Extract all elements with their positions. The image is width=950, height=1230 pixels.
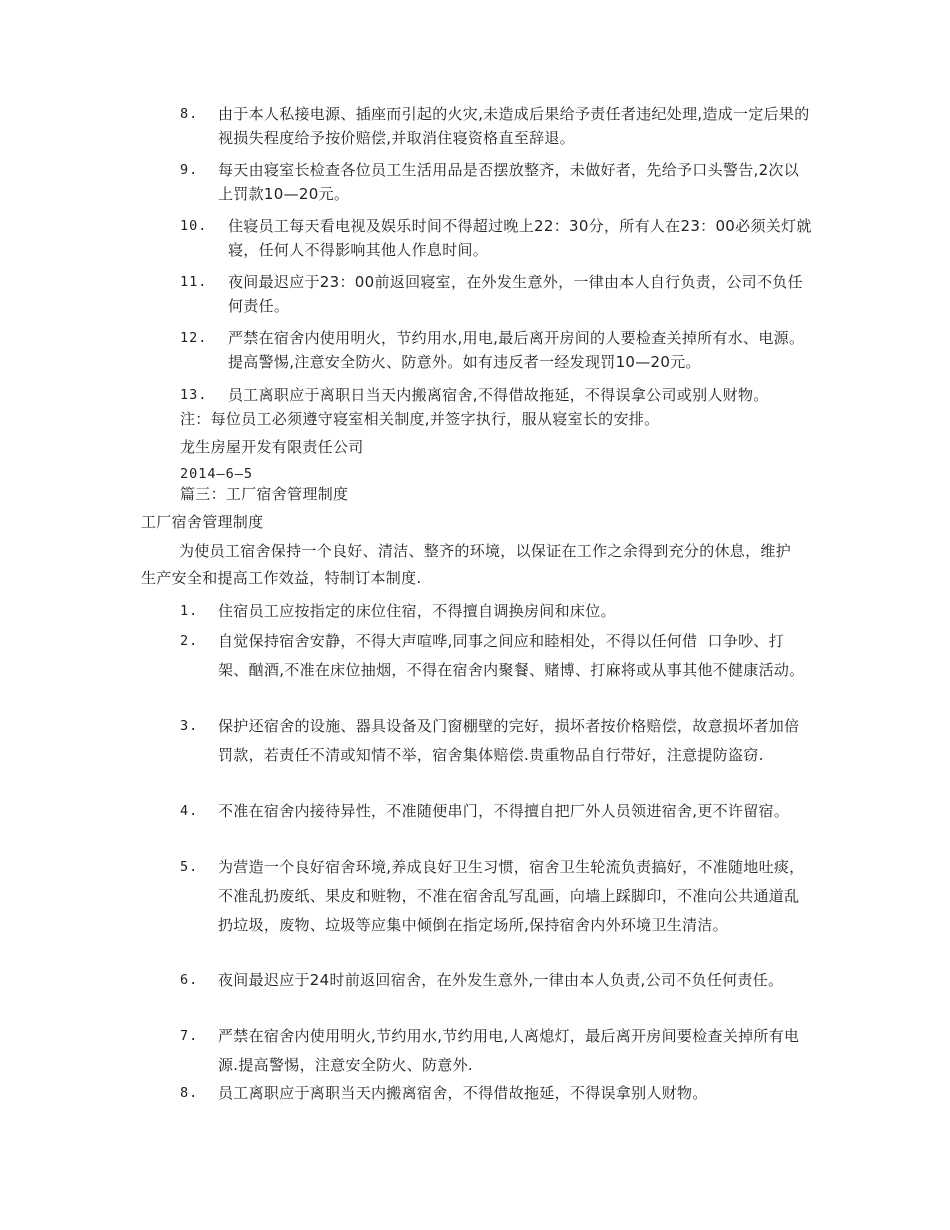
note-text: 注：每位员工必须遵守寝室相关制度,并签字执行，服从寝室长的安排。 bbox=[180, 410, 660, 428]
list-item bbox=[180, 599, 812, 623]
item-text: 严禁在宿舍内使用明火,节约用水,节约用电,人离熄灯，最后离开房间要检查关掉所有电源.提高警惕，注意安全防火、防意外. bbox=[218, 1027, 800, 1074]
list-item bbox=[180, 1022, 812, 1080]
item-number: 11. bbox=[180, 274, 208, 290]
item-text: 住寝员工每天看电视及娱乐时间不得超过晚上22：30分，所有人在23：00必须关灯就寝，任何人不得影响其他人作息时间。 bbox=[228, 217, 812, 259]
item-number: 10. bbox=[180, 218, 208, 234]
item-text: 员工离职应于离职当天内搬离宿舍，不得借故拖延，不得误拿别人财物。 bbox=[218, 1084, 708, 1102]
item-text: 员工离职应于离职日当天内搬离宿舍,不得借故拖延，不得误拿公司或别人财物。 bbox=[228, 386, 769, 404]
item-text: 严禁在宿舍内使用明火，节约用水,用电,最后离开房间的人要检查关掉所有水、电源。提高警惕,注意安全防火、防意外。如有违反者一经发现罚10—20元。 bbox=[228, 329, 805, 371]
item-number: 13. bbox=[180, 387, 208, 403]
list-item bbox=[180, 214, 812, 262]
item-text: 夜间最迟应于24时前返回宿舍，在外发生意外,一律由本人负责,公司不负任何责任。 bbox=[218, 971, 784, 989]
list-item bbox=[180, 102, 812, 150]
date-text: 2014—6—5 bbox=[180, 466, 254, 482]
item-number: 5. bbox=[180, 859, 199, 875]
item-number: 9. bbox=[180, 162, 199, 178]
item-number: 4. bbox=[180, 803, 199, 819]
list-item bbox=[180, 853, 812, 940]
item-text: 不准在宿舍内接待异性，不准随便串门，不得擅自把厂外人员领进宿舍,更不许留宿。 bbox=[218, 802, 790, 820]
item-number: 8. bbox=[180, 1085, 199, 1101]
intro-paragraph: 为使员工宿舍保持一个良好、清洁、整齐的环境，以保证在工作之余得到充分的休息，维护生产安全和提高工作效益，特制订本制度. bbox=[141, 542, 792, 587]
list-item bbox=[180, 326, 812, 374]
item-number: 2. bbox=[180, 633, 199, 649]
list-item bbox=[180, 158, 812, 206]
item-number: 8. bbox=[180, 106, 199, 122]
list-item bbox=[180, 797, 812, 826]
item-number: 12. bbox=[180, 330, 208, 346]
item-text: 住宿员工应按指定的床位住宿，不得擅自调换房间和床位。 bbox=[218, 602, 616, 620]
item-number: 7. bbox=[180, 1028, 199, 1044]
list-item bbox=[180, 627, 812, 685]
list-item bbox=[180, 712, 812, 770]
item-number: 3. bbox=[180, 718, 199, 734]
item-text: 为营造一个良好宿舍环境,养成良好卫生习惯，宿舍卫生轮流负责搞好，不准随地吐痰，不准乱扔废纸、果皮和赃物，不准在宿舍乱写乱画，向墙上踩脚印，不准向公共通道乱扔垃圾，废物、垃圾等应集中倾倒在指定场所,保持宿舍内外环境卫生清洁。 bbox=[218, 858, 805, 934]
list-item bbox=[180, 1079, 812, 1108]
item-text: 每天由寝室长检查各位员工生活用品是否摆放整齐，未做好者，先给予口头警告,2次以上罚款10—20元。 bbox=[218, 161, 800, 203]
item-text: 夜间最迟应于23：00前返回寝室，在外发生意外，一律由本人自行负责，公司不负任何责任。 bbox=[228, 273, 803, 315]
company-name: 龙生房屋开发有限责任公司 bbox=[180, 438, 364, 456]
list-item bbox=[180, 383, 820, 407]
page-title: 工厂宿舍管理制度 bbox=[141, 513, 264, 531]
item-number: 1. bbox=[180, 603, 199, 619]
item-text: 保护还宿舍的设施、器具设备及门窗棚壁的完好，损坏者按价格赔偿，故意损坏者加倍罚款，若责任不清或知情不举，宿舍集体赔偿.贵重物品自行带好，注意提防盗窃. bbox=[218, 717, 800, 764]
item-text: 由于本人私接电源、插座而引起的火灾,未造成后果给予责任者违纪处理,造成一定后果的视损失程度给予按价赔偿,并取消住寝资格直至辞退。 bbox=[218, 105, 810, 147]
list-item bbox=[180, 966, 812, 995]
section-title: 篇三：工厂宿舍管理制度 bbox=[180, 485, 349, 503]
list-item bbox=[180, 270, 812, 318]
item-number: 6. bbox=[180, 972, 199, 988]
item-text: 自觉保持宿舍安静，不得大声喧哗,同事之间应和睦相处，不得以任何借 口争吵、打架、酗酒,不准在床位抽烟，不得在宿舍内聚餐、赌博、打麻将或从事其他不健康活动。 bbox=[218, 632, 805, 679]
